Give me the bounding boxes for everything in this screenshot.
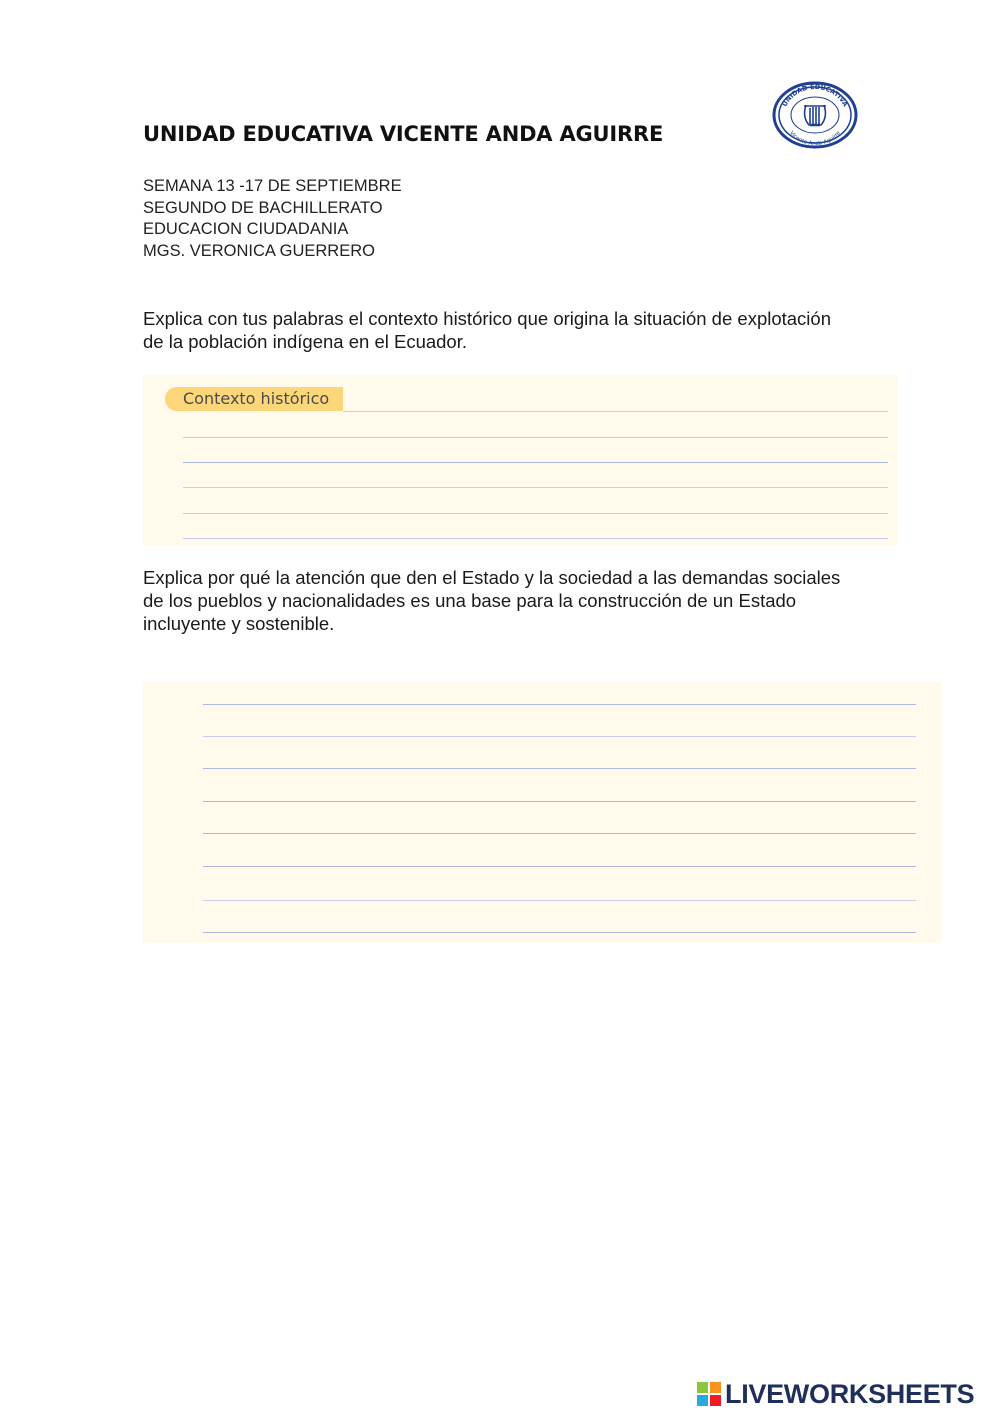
logo-ring-text: UNIDAD EDUCATIVA [780,82,850,108]
answer-line[interactable] [203,866,916,867]
brand-name: LIVEWORKSHEETS [725,1379,975,1409]
answer-line[interactable] [203,736,916,737]
document-meta [143,176,402,262]
liveworksheets-brand[interactable] [697,1377,997,1411]
logo-ring-text-bottom: Vicente Anda Aguirre [788,130,842,148]
meta-grade: SEGUNDO DE BACHILLERATO [143,198,383,217]
answer-box-2[interactable] [143,682,941,943]
answer-line[interactable] [203,932,916,933]
answer-line[interactable] [203,768,916,769]
answer-line[interactable] [183,437,888,438]
question-2-text: Explica por qué la atención que den el Estado y la sociedad a las demandas sociales de los pueblos y nacionalidades es una base para la construcción de un Estado incluyente y sostenible. [143,567,841,634]
answer-line[interactable] [183,487,888,488]
meta-week: SEMANA 13 -17 DE SEPTIEMBRE [143,177,402,195]
liveworksheets-logo-icon [697,1382,721,1406]
answer-line[interactable] [343,411,888,412]
answer-line[interactable] [203,900,916,901]
answer-line[interactable] [183,462,888,463]
meta-teacher: MGS. VERONICA GUERRERO [143,241,375,260]
answer-line[interactable] [203,801,916,802]
answer-line[interactable] [203,833,916,834]
context-label-tag: Contexto histórico [165,387,343,411]
page-title: UNIDAD EDUCATIVA VICENTE ANDA AGUIRRE [143,122,664,146]
answer-box-1[interactable] [143,375,898,545]
answer-line[interactable] [203,704,916,705]
question-1-text: Explica con tus palabras el contexto histórico que origina la situación de explotación de la población indígena en el Ecuador. [143,308,831,352]
meta-subject: EDUCACION CIUDADANIA [143,220,349,238]
answer-line[interactable] [183,538,888,539]
answer-line[interactable] [183,513,888,514]
school-logo [772,81,858,149]
